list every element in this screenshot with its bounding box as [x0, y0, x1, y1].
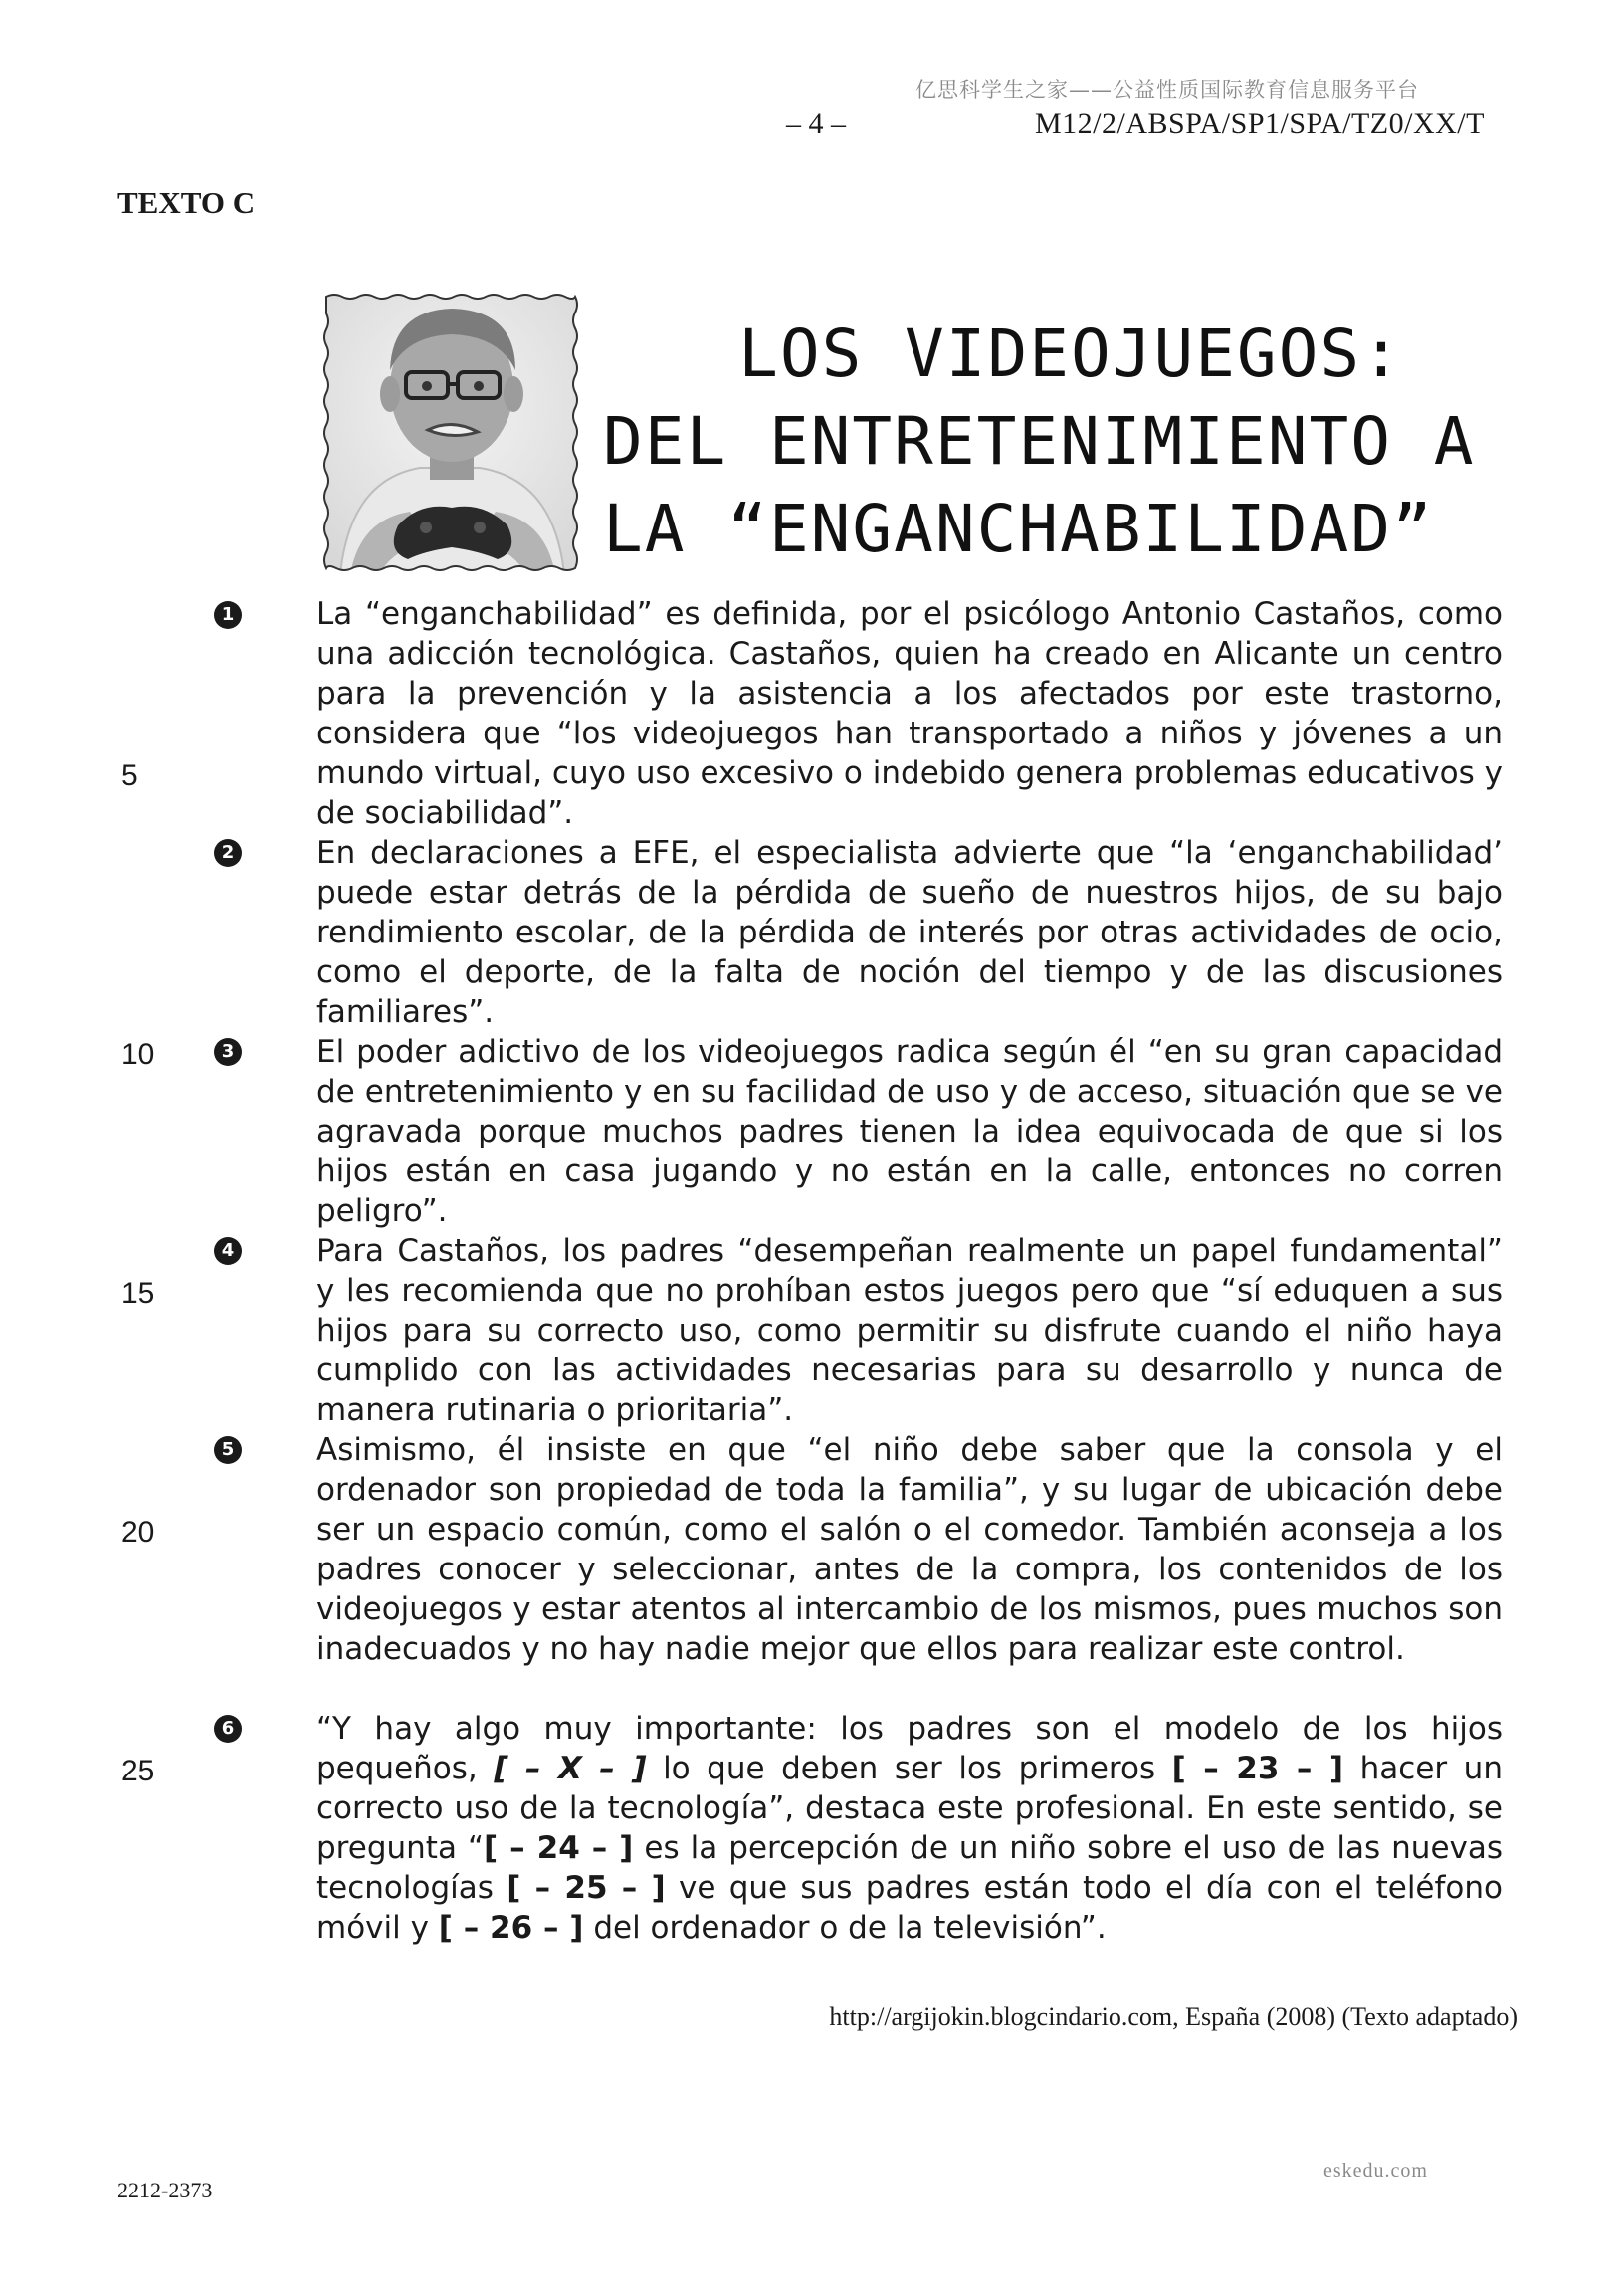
paragraph-1: [316, 594, 1503, 833]
paragraph-marker-5: 5: [214, 1436, 242, 1464]
paragraph-2: [316, 833, 1503, 1032]
paragraph-5-text: Asimismo, él insiste en que “el niño debe saber que la consola y el ordenador son propiedad de toda la familia”, y su lugar de ubicación debe ser un espacio común, como el salón o el comedor. También aconseja a los padres conocer y seleccionar, antes de la compra, los contenidos de los videojuegos y estar atentos al intercambio de los mismos, pues muchos son inadecuados y no hay nadie mejor que ellos para realizar este control.: [316, 1432, 1503, 1667]
paragraph-4: [316, 1231, 1503, 1430]
line-number-25: 25: [121, 1755, 155, 1787]
title-line-1: LOS VIDEOJUEGOS:: [738, 315, 1403, 392]
p6-sentence-3: hacer un correcto uso de la tecnología”, destaca este profesional. En este sentido, se pregunta “: [316, 1751, 1503, 1866]
line-number-20: 20: [121, 1516, 155, 1549]
title-line-3: LA “ENGANCHABILIDAD”: [603, 491, 1434, 567]
paragraph-marker-6: 6: [214, 1715, 242, 1743]
gap-26: [ – 26 – ]: [438, 1910, 584, 1946]
boy-with-controller-photo: [320, 291, 581, 574]
p6-sentence-1: “Y hay algo muy importante: los padres son el modelo de los hijos pequeños,: [316, 1711, 1503, 1786]
gap-x-example: [ – X – ]: [494, 1751, 647, 1786]
section-label: TEXTO C: [117, 185, 256, 220]
photo-illustration: [320, 291, 581, 574]
paragraph-marker-2: 2: [214, 839, 242, 867]
paragraph-6-text: [316, 1709, 1503, 1948]
paragraph-4-text: Para Castaños, los padres “desempeñan realmente un papel fundamental” y les recomienda que no prohíban estos juegos pero que “sí eduquen a sus hijos para su correcto uso, como permitir su disfrute cuando el niño haya cumplido con las actividades necesarias para su desarrollo y nunca de manera rutinaria o prioritaria”.: [316, 1233, 1503, 1428]
paragraph-5: [316, 1430, 1503, 1669]
paragraph-1-text: La “enganchabilidad” es definida, por el psicólogo Antonio Castaños, como una adicción tecnológica. Castaños, quien ha creado en Alicante un centro para la prevención y la asistencia a los afectados por este trastorno, considera que “los videojuegos han transportado a niños y jóvenes a un mundo virtual, cuyo uso excesivo o indebido genera problemas educativos y de sociabilidad”.: [316, 596, 1503, 831]
footer-code: 2212-2373: [117, 2178, 213, 2202]
footer-site: eskedu.com: [1323, 2160, 1428, 2182]
p6-sentence-4: es la percepción de un niño sobre el uso de las nuevas tecnologías: [316, 1830, 1504, 1906]
source-citation: http://argijokin.blogcindario.com, España (2008) (Texto adaptado): [829, 2002, 1518, 2031]
line-number-5: 5: [121, 759, 138, 792]
gap-24: [ – 24 – ]: [484, 1830, 634, 1866]
paragraph-marker-4: 4: [214, 1237, 242, 1265]
paragraph-marker-1: 1: [214, 601, 242, 629]
page-number: – 4 –: [786, 107, 846, 140]
gap-23: [ – 23 – ]: [1171, 1751, 1344, 1786]
p6-sentence-6: del ordenador o de la televisión”.: [593, 1910, 1107, 1946]
paragraph-marker-3: 3: [214, 1038, 242, 1066]
paragraph-3-text: El poder adictivo de los videojuegos radica según él “en su gran capacidad de entretenimiento y en su facilidad de uso y de acceso, situación que se ve agravada porque muchos padres tienen la idea equivocada de que si los hijos están en casa jugando y no están en la calle, entonces no corren peligro”.: [316, 1034, 1503, 1229]
p6-sentence-5: ve que sus padres están todo el día con el teléfono móvil y: [316, 1870, 1503, 1946]
line-number-10: 10: [121, 1038, 155, 1071]
paragraph-2-text: En declaraciones a EFE, el especialista advierte que “la ‘enganchabilidad’ puede estar detrás de la pérdida de sueño de nuestros hijos, de su bajo rendimiento escolar, de la pérdida de interés por otras actividades de ocio, como el deporte, de la falta de noción del tiempo y de las discusiones familiares”.: [316, 835, 1503, 1030]
document-code: M12/2/ABSPA/SP1/SPA/TZ0/XX/T: [1035, 107, 1485, 140]
header-watermark: 亿思科学生之家——公益性质国际教育信息服务平台: [915, 78, 1419, 102]
article-title: [603, 311, 1538, 573]
gap-25: [ – 25 – ]: [507, 1870, 666, 1906]
p6-sentence-2: lo que deben ser los primeros: [663, 1751, 1156, 1786]
title-line-2: DEL ENTRETENIMIENTO A: [603, 403, 1476, 480]
paragraph-6: [316, 1709, 1503, 1948]
paragraph-3: [316, 1032, 1503, 1231]
line-number-15: 15: [121, 1277, 155, 1310]
